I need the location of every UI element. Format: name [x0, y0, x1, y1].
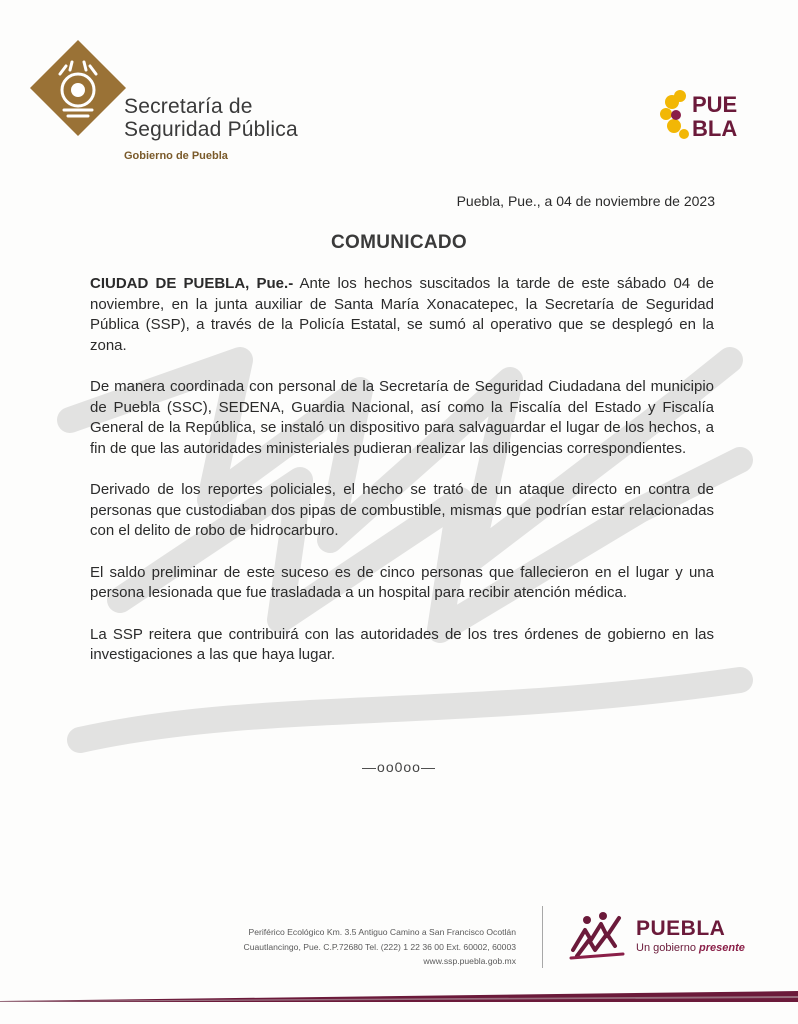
- footer-website: www.ssp.puebla.gob.mx: [423, 956, 516, 966]
- ssp-name-line1: Secretaría de: [124, 95, 253, 118]
- puebla-logo-line1: PUE: [692, 92, 738, 117]
- ssp-subtitle: Gobierno de Puebla: [124, 150, 228, 162]
- puebla-flower-icon: [660, 88, 750, 142]
- end-mark: —oo0oo—: [362, 759, 436, 775]
- puebla-logo-line2: BLA: [692, 116, 738, 141]
- ssp-name-line2: Seguridad Pública: [124, 118, 298, 141]
- paragraph-5: La SSP reitera que contribuirá con las autoridades de los tres órdenes de gobierno en las investigaciones a las que haya lugar.: [90, 625, 714, 663]
- ssp-wordmark: [124, 96, 298, 162]
- ssp-emblem-icon: [30, 40, 126, 136]
- footer-tagline-prefix: Un gobierno: [636, 942, 699, 954]
- footer-address-line2: Cuautlancingo, Pue. C.P.72680 Tel. (222) 1 22 36 00 Ext. 60002, 60003: [243, 941, 516, 952]
- paragraph-1-text: Ante los hechos suscitados la tarde de este sábado 04 de noviembre, en la junta auxiliar de Santa María Xonacatepec, la Secretaría de Seguridad Pública (SSP), a través de la Policía Estatal, se sumó al operativo que se desplegó en la zona.: [90, 275, 714, 354]
- runners-logo-icon: [567, 910, 627, 960]
- paragraph-1: [90, 274, 714, 356]
- footer-divider: [542, 906, 543, 968]
- footer-tagline-accent: presente: [699, 942, 745, 954]
- bottom-band: [0, 988, 798, 1002]
- document-title: COMUNICADO: [331, 232, 467, 253]
- footer-address: [244, 925, 517, 969]
- paragraph-2: De manera coordinada con personal de la Secretaría de Seguridad Ciudadana del municipio de Puebla (SSC), SEDENA, Guardia Nacional, así como la Fiscalía del Estado y Fiscalía General de la República, se instaló un dispositivo para salvaguardar el lugar de los hechos, a fin de que las autoridades ministeriales pudieran realizar las diligencias correspondientes.: [90, 378, 714, 457]
- paragraph-4: El saldo preliminar de este suceso es de cinco personas que fallecieron en el lugar y una persona lesionada que fue trasladada a un hospital para recibir atención médica.: [90, 563, 714, 601]
- paragraph-3: Derivado de los reportes policiales, el hecho se trató de un ataque directo en contra de personas que custodiaban dos pipas de combustible, mismas que podrían estar relacionadas con el delito de robo de hidrocarburo.: [90, 481, 714, 539]
- paragraph-1-lead: CIUDAD DE PUEBLA, Pue.-: [90, 275, 294, 292]
- footer-brand: PUEBLA: [636, 917, 726, 940]
- footer-tagline: [636, 942, 745, 955]
- document-body: [90, 274, 714, 687]
- dateline: Puebla, Pue., a 04 de noviembre de 2023: [456, 193, 715, 209]
- footer-address-line1: Periférico Ecológico Km. 3.5 Antiguo Camino a San Francisco Ocotlán: [248, 927, 516, 937]
